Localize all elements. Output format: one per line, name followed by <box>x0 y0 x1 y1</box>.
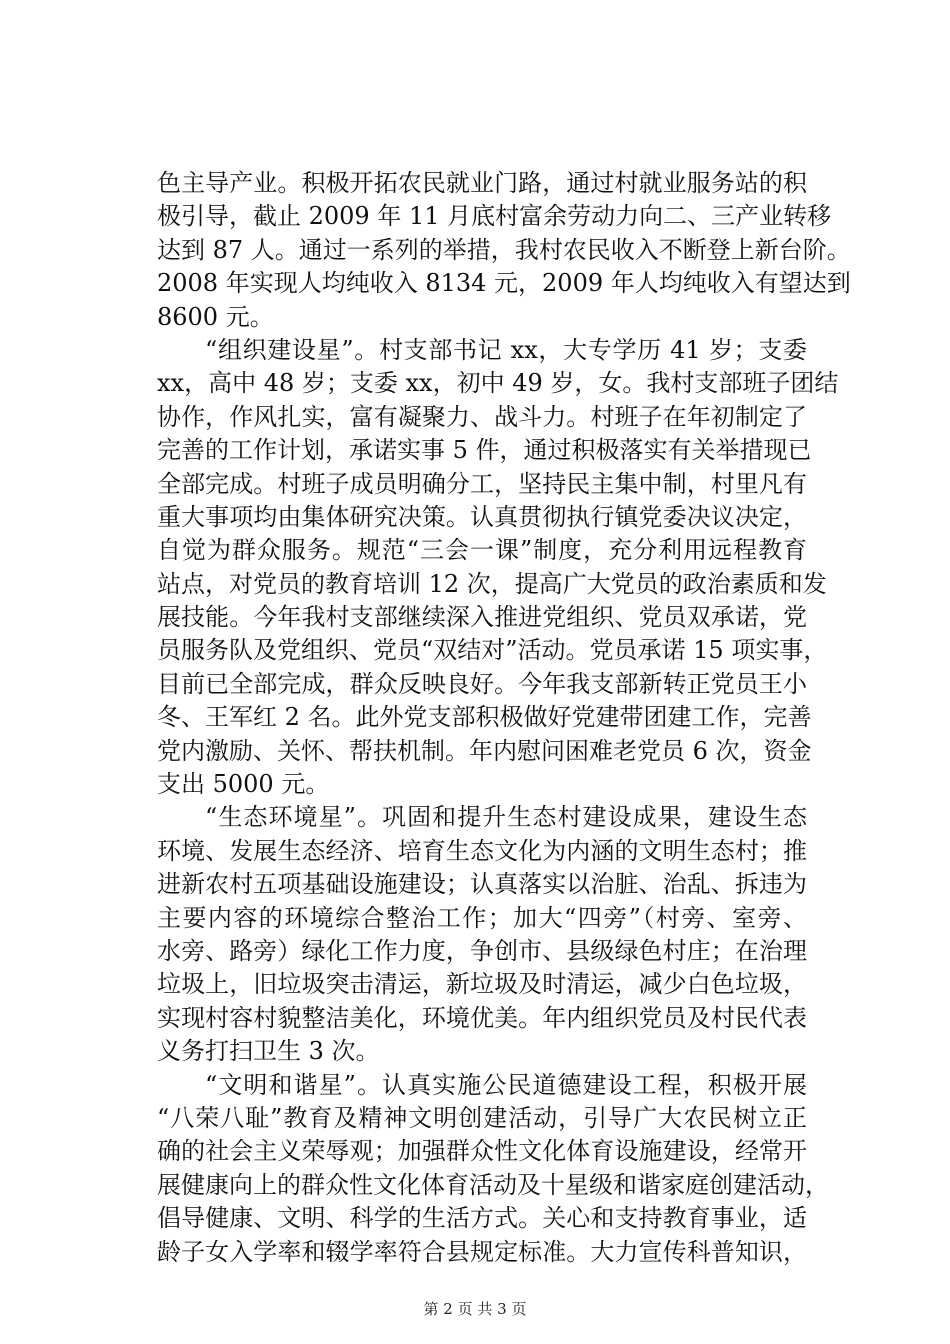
text-line: 展健康向上的群众性文化体育活动及十星级和谐家庭创建活动， <box>157 1170 829 1199</box>
text-line: 垃圾上，旧垃圾突击清运，新垃圾及时清运，减少白色垃圾， <box>157 970 807 999</box>
text-line: 冬、王军红 2 名。此外党支部积极做好党建带团建工作，完善 <box>157 703 812 732</box>
text-line: 确的社会主义荣辱观；加强群众性文化体育设施建设，经常开 <box>157 1137 807 1166</box>
text-line: 义务打扫卫生 3 次。 <box>157 1037 380 1066</box>
text-line: 协作，作风扎实，富有凝聚力、战斗力。村班子在年初制定了 <box>157 402 807 431</box>
text-line: 党内激励、关怀、帮扶机制。年内慰问困难老党员 6 次，资金 <box>157 736 812 765</box>
text-line: 色主导产业。积极开拓农民就业门路，通过村就业服务站的积 <box>157 169 807 197</box>
text-line: 2008 年实现人均纯收入 8134 元，2009 年人均纯收入有望达到 <box>157 269 851 298</box>
text-line: 展技能。今年我村支部继续深入推进党组织、党员双承诺，党 <box>157 603 807 632</box>
text-line: 环境、发展生态经济、培育生态文化为内涵的文明生态村；推 <box>157 836 807 865</box>
text-line: 完善的工作计划，承诺实事 5 件，通过积极落实有关举措现已 <box>157 436 812 465</box>
text-line: 员服务队及党组织、党员“双结对”活动。党员承诺 15 项实事， <box>157 636 828 665</box>
text-line: 重大事项均由集体研究决策。认真贯彻执行镇党委决议决定， <box>157 502 807 531</box>
text-line: 目前已全部完成，群众反映良好。今年我支部新转正党员王小 <box>157 669 807 698</box>
text-line: 倡导健康、文明、科学的生活方式。关心和支持教育事业，适 <box>157 1204 807 1233</box>
text-line: 自觉为群众服务。规范“三会一课”制度，充分利用远程教育 <box>157 536 807 565</box>
text-line: 实现村容村貌整洁美化，环境优美。年内组织党员及村民代表 <box>157 1003 807 1032</box>
text-line: “八荣八耻”教育及精神文明创建活动，引导广大农民树立正 <box>157 1103 807 1132</box>
text-line: 龄子女入学率和辍学率符合县规定标准。大力宣传科普知识， <box>157 1237 807 1266</box>
text-line: xx，高中 48 岁；支委 xx，初中 49 岁，女。我村支部班子团结 <box>157 369 839 398</box>
text-line: 主要内容的环境综合整治工作；加大“四旁”（村旁、室旁、 <box>157 903 807 932</box>
text-line: 达到 87 人。通过一系列的举措，我村农民收入不断登上新台阶。 <box>157 235 851 264</box>
text-line: 进新农村五项基础设施建设；认真落实以治脏、治乱、拆违为 <box>157 870 807 899</box>
paragraph-start-line: “文明和谐星”。认真实施公民道德建设工程，积极开展 <box>205 1070 807 1099</box>
text-line: 极引导，截止 2009 年 11 月底村富余劳动力向二、三产业转移 <box>157 202 832 231</box>
text-line: 全部完成。村班子成员明确分工，坚持民主集中制，村里凡有 <box>157 469 807 498</box>
page-number-footer: 第 2 页 共 3 页 <box>423 1300 527 1318</box>
text-line: 支出 5000 元。 <box>157 770 330 799</box>
paragraph-start-line: “生态环境星”。巩固和提升生态村建设成果，建设生态 <box>205 803 807 832</box>
paragraph-start-line: “组织建设星”。村支部书记 xx，大专学历 41 岁；支委 <box>205 335 807 364</box>
text-line: 水旁、路旁）绿化工作力度，争创市、县级绿色村庄；在治理 <box>157 936 807 965</box>
document-body <box>157 167 851 1269</box>
text-line: 站点，对党员的教育培训 12 次，提高广大党员的政治素质和发 <box>157 569 827 598</box>
text-line: 8600 元。 <box>157 302 274 331</box>
